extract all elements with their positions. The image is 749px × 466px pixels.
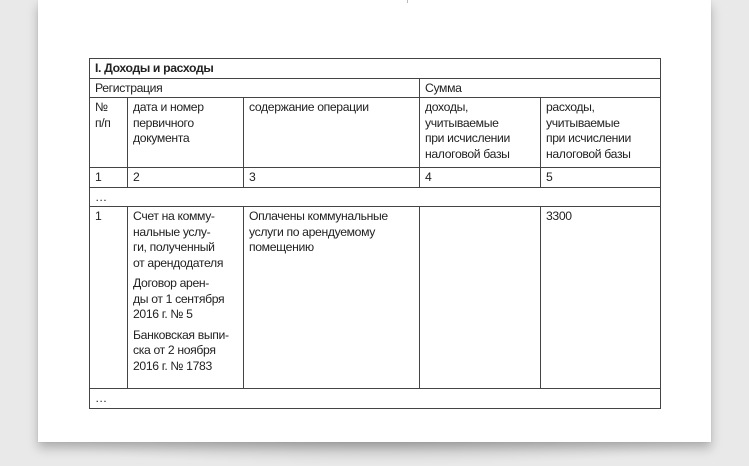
ellipsis-cell: …: [90, 389, 661, 409]
amount-group-header: Сумма: [420, 78, 661, 98]
column-header-number: № п/п: [90, 98, 128, 168]
column-header-document: дата и номер первичного документа: [128, 98, 244, 168]
column-header-row: [90, 98, 661, 168]
registration-group-header: Регистрация: [90, 78, 420, 98]
row-documents: [128, 207, 244, 389]
ellipsis-row: [90, 389, 661, 409]
column-number: 2: [128, 168, 244, 188]
section-title-row: [90, 59, 661, 79]
page-mark: [407, 0, 408, 3]
row-number: 1: [90, 207, 128, 389]
document-entry: Банковская выпи- ска от 2 ноября 2016 г. № 1783: [133, 327, 229, 373]
group-header-row: [90, 78, 661, 98]
income-expense-ledger-table: [89, 58, 661, 409]
column-number: 4: [420, 168, 541, 188]
column-header-operation: содержание операции: [244, 98, 420, 168]
document-entry: Счет на комму- нальные услу- ги, полученный от арендодателя: [133, 209, 224, 270]
document-entry: Договор арен- ды от 1 сентября 2016 г. № 5: [133, 276, 225, 321]
column-header-income: доходы, учитываемые при исчислении налоговой базы: [420, 98, 541, 168]
column-number: 5: [541, 168, 661, 188]
section-title: I. Доходы и расходы: [90, 59, 661, 79]
column-header-expenses: расходы, учитываемые при исчислении налоговой базы: [541, 98, 661, 168]
row-income: [420, 207, 541, 389]
row-expenses: 3300: [541, 207, 661, 389]
column-number: 3: [244, 168, 420, 188]
ellipsis-cell: …: [90, 187, 661, 207]
ellipsis-row: [90, 187, 661, 207]
table-row: [90, 207, 661, 389]
column-number-row: [90, 168, 661, 188]
row-operation: Оплачены коммунальные услуги по арендуемому помещению: [244, 207, 420, 389]
page-shadow: [30, 440, 720, 466]
column-number: 1: [90, 168, 128, 188]
